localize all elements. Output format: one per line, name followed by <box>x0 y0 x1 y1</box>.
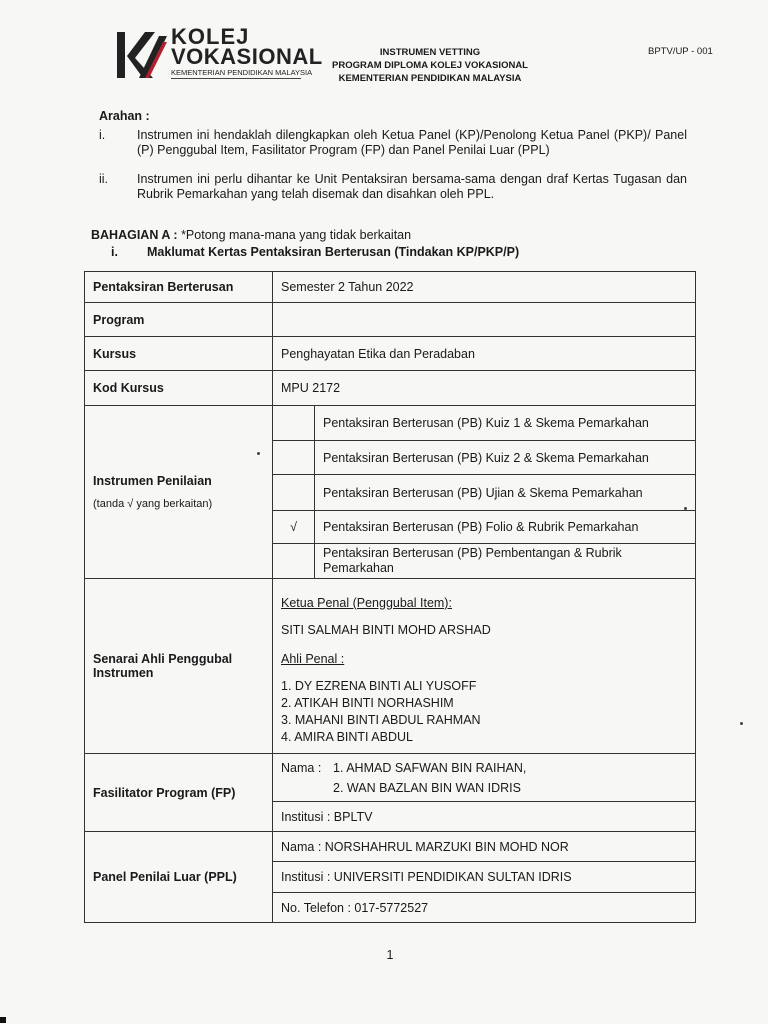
kod-kursus-value: MPU 2172 <box>273 371 696 406</box>
document-title <box>300 46 560 85</box>
table-row <box>85 337 696 371</box>
subtitle-text: Maklumat Kertas Pentaksiran Berterusan (Tindakan KP/PKP/P) <box>147 245 520 259</box>
senarai-value <box>273 579 696 754</box>
logo-word-vokasional: VOKASIONAL <box>171 44 323 69</box>
instrumen-note: (tanda √ yang berkaitan) <box>93 498 213 510</box>
list-item: 1. DY EZRENA BINTI ALI YUSOFF <box>281 679 477 693</box>
maklumat-table <box>84 271 696 923</box>
list-item: 2. WAN BAZLAN BIN WAN IDRIS <box>333 780 521 795</box>
title-line-3: KEMENTERIAN PENDIDIKAN MALAYSIA <box>338 73 522 84</box>
arahan-heading: Arahan : <box>99 109 150 123</box>
option-checkbox[interactable]: √ <box>273 511 315 544</box>
table-row <box>85 579 696 754</box>
scan-speck <box>740 722 743 725</box>
pentaksiran-value: Semester 2 Tahun 2022 <box>273 272 696 303</box>
ppl-label: Panel Penilai Luar (PPL) <box>85 832 273 923</box>
option-text: Pentaksiran Berterusan (PB) Kuiz 2 & Skema Pemarkahan <box>315 441 696 475</box>
pentaksiran-label: Pentaksiran Berterusan <box>85 272 273 303</box>
ahli-list <box>281 678 687 746</box>
fp-name-list <box>333 758 526 798</box>
option-text: Pentaksiran Berterusan (PB) Pembentangan & Rubrik Pemarkahan <box>315 544 696 579</box>
program-value <box>273 303 696 337</box>
list-item: 3. MAHANI BINTI ABDUL RAHMAN <box>281 713 481 727</box>
scan-edge-mark <box>0 1017 6 1023</box>
table-row <box>85 272 696 303</box>
instruction-text: Instrumen ini perlu dihantar ke Unit Pentaksiran bersama-sama dengan draf Kertas Tugasan dan Rubrik Pemarkahan yang telah disemak dan disahkan oleh PPL. <box>137 172 687 201</box>
instruction-item-1 <box>99 128 699 160</box>
table-row <box>85 371 696 406</box>
kod-kursus-label: Kod Kursus <box>85 371 273 406</box>
kolej-vokasional-logo <box>115 24 323 82</box>
bahagian-note: *Potong mana-mana yang tidak berkaitan <box>181 228 412 242</box>
fp-institusi: Institusi : BPLTV <box>273 802 696 832</box>
instrumen-label: Instrumen Penilaian <box>93 474 212 488</box>
option-checkbox[interactable] <box>273 544 315 579</box>
senarai-label: Senarai Ahli Penggubal Instrumen <box>85 579 273 754</box>
scan-speck <box>684 507 687 510</box>
ppl-telefon: No. Telefon : 017-5772527 <box>273 893 696 923</box>
option-text: Pentaksiran Berterusan (PB) Kuiz 1 & Skema Pemarkahan <box>315 406 696 441</box>
scan-speck <box>257 452 260 455</box>
option-checkbox[interactable] <box>273 406 315 441</box>
ketua-heading: Ketua Penal (Penggubal Item): <box>281 596 452 610</box>
instruction-text: Instrumen ini hendaklah dilengkapkan oleh Ketua Panel (KP)/Penolong Ketua Panel (PKP)/ Panel (P) Penggubal Item, Fasilitator Program (FP) dan Panel Penilai Luar (PPL) <box>137 128 687 157</box>
fp-label: Fasilitator Program (FP) <box>85 754 273 832</box>
table-row <box>85 303 696 337</box>
instruction-number: i. <box>99 128 106 142</box>
list-item: 2. ATIKAH BINTI NORHASHIM <box>281 696 454 710</box>
title-line-1: INSTRUMEN VETTING <box>379 47 481 58</box>
table-row <box>85 832 696 862</box>
title-line-2: PROGRAM DIPLOMA KOLEJ VOKASIONAL <box>332 60 528 71</box>
fp-nama-prefix: Nama : <box>281 760 322 775</box>
program-label: Program <box>85 303 273 337</box>
document-code: BPTV/UP - 001 <box>648 46 713 57</box>
instruction-item-2 <box>99 172 699 204</box>
fp-nama-cell <box>273 754 696 802</box>
ahli-heading: Ahli Penal : <box>281 652 345 666</box>
option-text: Pentaksiran Berterusan (PB) Folio & Rubrik Pemarkahan <box>315 511 696 544</box>
list-item: 4. AMIRA BINTI ABDUL <box>281 730 413 744</box>
option-text: Pentaksiran Berterusan (PB) Ujian & Skema Pemarkahan <box>315 475 696 511</box>
option-checkbox[interactable] <box>273 441 315 475</box>
instruction-number: ii. <box>99 172 109 186</box>
kursus-label: Kursus <box>85 337 273 371</box>
subtitle-number: i. <box>111 245 118 259</box>
logo-word-kolej: KOLEJ <box>171 24 250 49</box>
option-checkbox[interactable] <box>273 475 315 511</box>
ppl-nama: Nama : NORSHAHRUL MARZUKI BIN MOHD NOR <box>273 832 696 862</box>
logo-underline <box>171 78 301 79</box>
bahagian-subtitle <box>111 245 519 259</box>
page-number: 1 <box>386 948 394 962</box>
kursus-value: Penghayatan Etika dan Peradaban <box>273 337 696 371</box>
instrumen-label-cell <box>85 406 273 579</box>
logo-subtitle: KEMENTERIAN PENDIDIKAN MALAYSIA <box>171 68 313 77</box>
ketua-name: SITI SALMAH BINTI MOHD ARSHAD <box>281 623 491 637</box>
fp-nama <box>281 758 687 798</box>
bahagian-a-line <box>91 228 411 242</box>
table-row <box>85 406 696 441</box>
ppl-institusi: Institusi : UNIVERSITI PENDIDIKAN SULTAN IDRIS <box>273 862 696 893</box>
kv-logo-icon <box>115 30 169 80</box>
table-row <box>85 754 696 802</box>
bahagian-label: BAHAGIAN A : <box>91 228 178 242</box>
list-item: 1. AHMAD SAFWAN BIN RAIHAN, <box>333 760 527 775</box>
